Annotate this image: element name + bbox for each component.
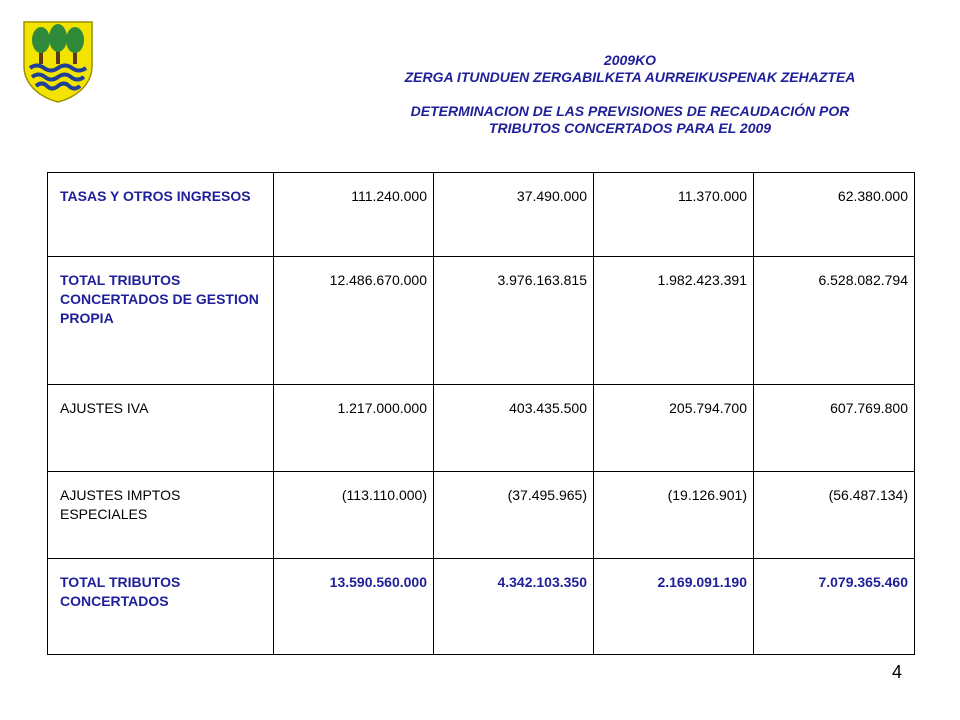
revenue-table bbox=[47, 172, 915, 655]
cell-value: 1.982.423.391 bbox=[594, 257, 754, 385]
cell-value: 205.794.700 bbox=[594, 385, 754, 472]
cell-value: 403.435.500 bbox=[434, 385, 594, 472]
cell-value: 3.976.163.815 bbox=[434, 257, 594, 385]
table-row bbox=[48, 385, 915, 472]
cell-value: (113.110.000) bbox=[274, 472, 434, 559]
header-title-spanish-2: TRIBUTOS CONCERTADOS PARA EL 2009 bbox=[488, 120, 772, 136]
cell-value: 11.370.000 bbox=[594, 173, 754, 257]
cell-value: 607.769.800 bbox=[754, 385, 915, 472]
cell-value: 7.079.365.460 bbox=[754, 559, 915, 655]
cell-value: 13.590.560.000 bbox=[274, 559, 434, 655]
table-row bbox=[48, 257, 915, 385]
cell-value: (19.126.901) bbox=[594, 472, 754, 559]
row-label: TASAS Y OTROS INGRESOS bbox=[48, 173, 274, 257]
cell-value: 4.342.103.350 bbox=[434, 559, 594, 655]
cell-value: 2.169.091.190 bbox=[594, 559, 754, 655]
page-number: 4 bbox=[891, 662, 902, 682]
header-title-spanish-1: DETERMINACION DE LAS PREVISIONES DE RECAUDACIÓN POR bbox=[410, 103, 850, 119]
cell-value: (56.487.134) bbox=[754, 472, 915, 559]
cell-value: 111.240.000 bbox=[274, 173, 434, 257]
row-label: AJUSTES IMPTOS ESPECIALES bbox=[48, 472, 274, 559]
table-row bbox=[48, 173, 915, 257]
row-label: TOTAL TRIBUTOS CONCERTADOS DE GESTION PROPIA bbox=[48, 257, 274, 385]
cell-value: 6.528.082.794 bbox=[754, 257, 915, 385]
table-row-total bbox=[48, 559, 915, 655]
table-row bbox=[48, 472, 915, 559]
cell-value: 12.486.670.000 bbox=[274, 257, 434, 385]
cell-value: (37.495.965) bbox=[434, 472, 594, 559]
cell-value: 1.217.000.000 bbox=[274, 385, 434, 472]
cell-value: 62.380.000 bbox=[754, 173, 915, 257]
row-label: AJUSTES IVA bbox=[48, 385, 274, 472]
page-header bbox=[300, 52, 960, 137]
header-year: 2009KO bbox=[603, 52, 657, 68]
row-label: TOTAL TRIBUTOS CONCERTADOS bbox=[48, 559, 274, 655]
coat-of-arms-icon bbox=[22, 20, 94, 104]
cell-value: 37.490.000 bbox=[434, 173, 594, 257]
header-title-basque: ZERGA ITUNDUEN ZERGABILKETA AURREIKUSPENAK ZEHAZTEA bbox=[404, 69, 856, 85]
